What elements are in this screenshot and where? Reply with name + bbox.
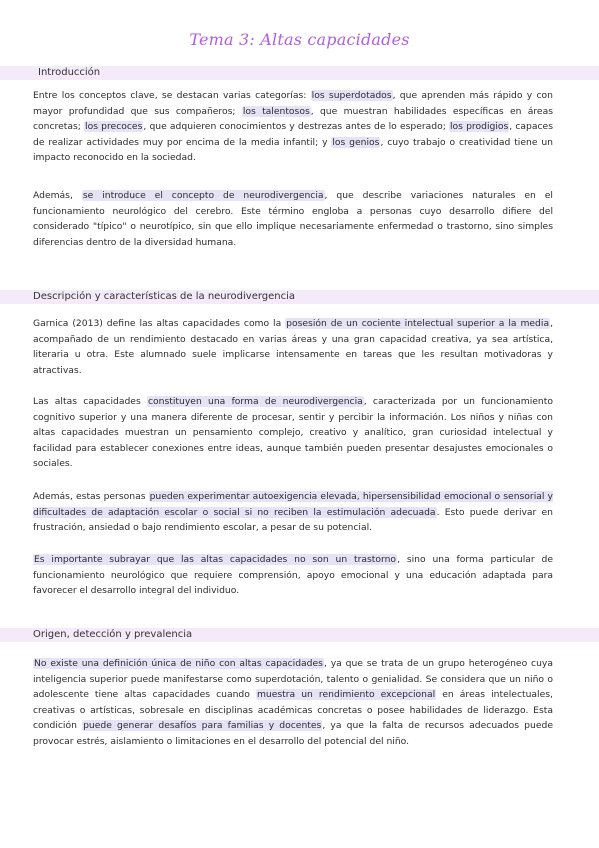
highlighted-text: los prodigios xyxy=(449,121,509,132)
section-heading: Origen, detección y prevalencia xyxy=(33,629,193,640)
text-run: , ya que se trata de un grupo heterogéneo cuya inteligencia superior puede manifestarse como superdotación, talento o genialidad. Se considera que un niño o adolescente tiene altas capacidades cuando xyxy=(33,658,553,700)
section-header-neurodivergencia xyxy=(0,290,599,304)
highlighted-text: los precoces xyxy=(85,121,143,132)
highlighted-text: los talentosos xyxy=(242,105,310,117)
text-run: , capaces de realizar actividades muy por encima de la media infantil; y xyxy=(33,121,553,148)
text-run: , que aprenden más rápido y con mayor profundidad que sus compañeros; xyxy=(33,90,553,117)
text-run: . Esto puede derivar en frustración, ansiedad o bajo rendimiento escolar, a pesar de su potencial. xyxy=(33,506,554,533)
text-run: Entre los conceptos clave, se destacan varias categorías: xyxy=(33,90,311,101)
highlighted-text: los superdotados xyxy=(311,90,392,101)
text-run: en áreas intelectuales, creativas o artísticas, sobresale en disciplinas académicas concretas o posee habilidades de liderazgo. Esta condición xyxy=(33,689,553,731)
text-run: , acompañado de un rendimiento destacado en varias áreas y una gran capacidad creativa, ya sea artística, literaria u otra. Este alumnado suele implicarse intensamente en tareas que les resultan motivadoras y atractivas. xyxy=(33,318,553,376)
highlighted-text: posesión de un cociente intelectual superior a la media xyxy=(286,318,550,329)
highlighted-text: los genios xyxy=(332,136,380,148)
paragraph xyxy=(33,656,553,749)
paragraph xyxy=(33,88,553,166)
highlighted-text: No existe una definición única de niño con altas capacidades xyxy=(34,658,323,669)
highlighted-text: pueden experimentar autoexigencia elevada, hipersensibilidad emocional o sensorial y dificultades de adaptación escolar o social si no reciben la estimulación adecuada xyxy=(33,491,553,518)
paragraph xyxy=(33,489,553,536)
text-run: , cuyo trabajo o creatividad tiene un impacto reconocido en la sociedad. xyxy=(33,136,553,163)
text-run: Además, estas personas xyxy=(33,491,149,502)
highlighted-text: se introduce el concepto de neurodivergencia xyxy=(82,190,324,201)
text-run: , sino una forma particular de funcionamiento neurológico que requiere comprensión, apoyo emocional y una educación adaptada para favorecer el desarrollo integral del individuo. xyxy=(33,554,553,596)
text-run: Las altas capacidades xyxy=(33,396,147,407)
highlighted-text: constituyen una forma de neurodivergencia xyxy=(148,396,363,407)
page-title: Tema 3: Altas capacidades xyxy=(189,30,410,49)
section-heading: Introducción xyxy=(38,67,101,78)
section-heading: Descripción y características de la neurodivergencia xyxy=(33,291,296,302)
paragraph xyxy=(33,188,553,250)
section-header-origen xyxy=(0,628,599,642)
paragraph xyxy=(33,316,553,378)
paragraph xyxy=(33,394,553,472)
highlighted-text: puede generar desafíos para familias y docentes xyxy=(83,720,322,731)
section-header-introduccion xyxy=(0,66,599,80)
text-run: , que adquieren conocimientos y destrezas antes de lo esperado; xyxy=(143,121,449,132)
text-run: , que describe variaciones naturales en el funcionamiento neurológico del cerebro. Este término engloba a personas cuyo desarrollo difiere del considerado "típico" o neurotípico, sin que ello implique necesariamente enfermedad o trastorno, sino simples diferencias dentro de la diversidad humana. xyxy=(33,190,553,248)
highlighted-text: muestra un rendimiento excepcional xyxy=(256,689,436,700)
text-run: , caracterizada por un funcionamiento cognitivo superior y una manera diferente de procesar, sentir y percibir la información. Los niños y niñas con altas capacidades muestran un pensamiento complejo, creativo y analítico, gran curiosidad intelectual y facilidad para establecer conexiones entre ideas, aunque también pueden presentar desajustes emocionales o sociales. xyxy=(33,396,553,469)
text-run: , que muestran habilidades específicas en áreas concretas; xyxy=(33,105,553,132)
text-run: Garnica (2013) define las altas capacidades como la xyxy=(33,318,286,329)
text-run: Además, xyxy=(33,190,82,201)
highlighted-text: Es importante subrayar que las altas capacidades no son un trastorno xyxy=(34,554,397,565)
text-run: , ya que la falta de recursos adecuados puede provocar estrés, aislamiento o limitaciones en el desarrollo del potencial del niño. xyxy=(33,720,553,747)
paragraph xyxy=(33,552,553,599)
